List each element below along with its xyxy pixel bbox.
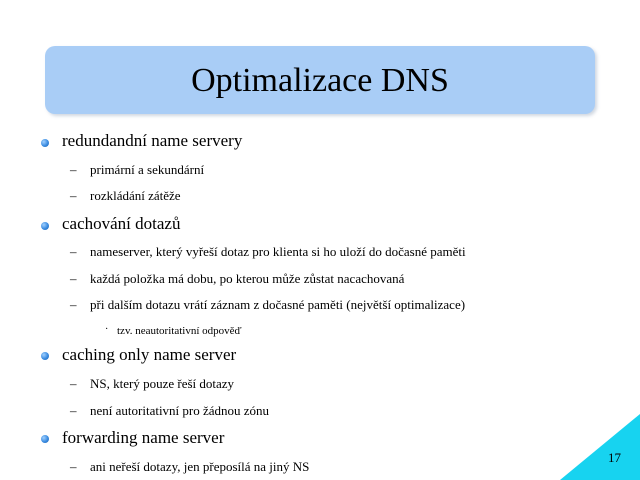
bullet-icon — [41, 352, 49, 360]
sub-sub-bullet-text: tzv. neautoritativní odpověď — [117, 325, 242, 337]
dash-icon: – — [70, 376, 77, 391]
bullet-text: redundandní name servery — [62, 131, 243, 150]
dash-icon: – — [70, 459, 77, 474]
dash-icon: – — [70, 188, 77, 203]
sub-bullet-text: každá položka má dobu, po kterou může zůstat nacachovaná — [90, 271, 405, 286]
middle-dot-icon: · — [105, 324, 109, 335]
dash-icon: – — [70, 271, 77, 286]
sub-bullet-text: při dalším dotazu vrátí záznam z dočasné paměti (největší optimalizace) — [90, 297, 466, 312]
bullet-icon — [41, 222, 49, 230]
bullet-icon — [41, 435, 49, 443]
dash-icon: – — [70, 244, 77, 259]
sub-bullet-text: nameserver, který vyřeší dotaz pro klienta si ho uloží do dočasné paměti — [90, 244, 466, 259]
bullet-icon — [41, 139, 49, 147]
bullet-text: caching only name server — [62, 345, 237, 364]
sub-bullet-text: primární a sekundární — [90, 162, 205, 177]
sub-bullet-text: není autoritativní pro žádnou zónu — [90, 403, 270, 418]
sub-bullet-text: ani neřeší dotazy, jen přeposílá na jiný NS — [90, 459, 310, 474]
bullet-text: forwarding name server — [62, 428, 225, 447]
page-number: 17 — [608, 450, 621, 465]
dash-icon: – — [70, 297, 77, 312]
title-banner — [45, 46, 595, 114]
slide-title: Optimalizace DNS — [191, 62, 449, 99]
sub-bullet-text: NS, který pouze řeší dotazy — [90, 376, 235, 391]
dash-icon: – — [70, 403, 77, 418]
sub-bullet-text: rozkládání zátěže — [90, 188, 181, 203]
corner-triangle — [560, 414, 640, 480]
dash-icon: – — [70, 162, 77, 177]
bullet-text: cachování dotazů — [62, 214, 181, 233]
